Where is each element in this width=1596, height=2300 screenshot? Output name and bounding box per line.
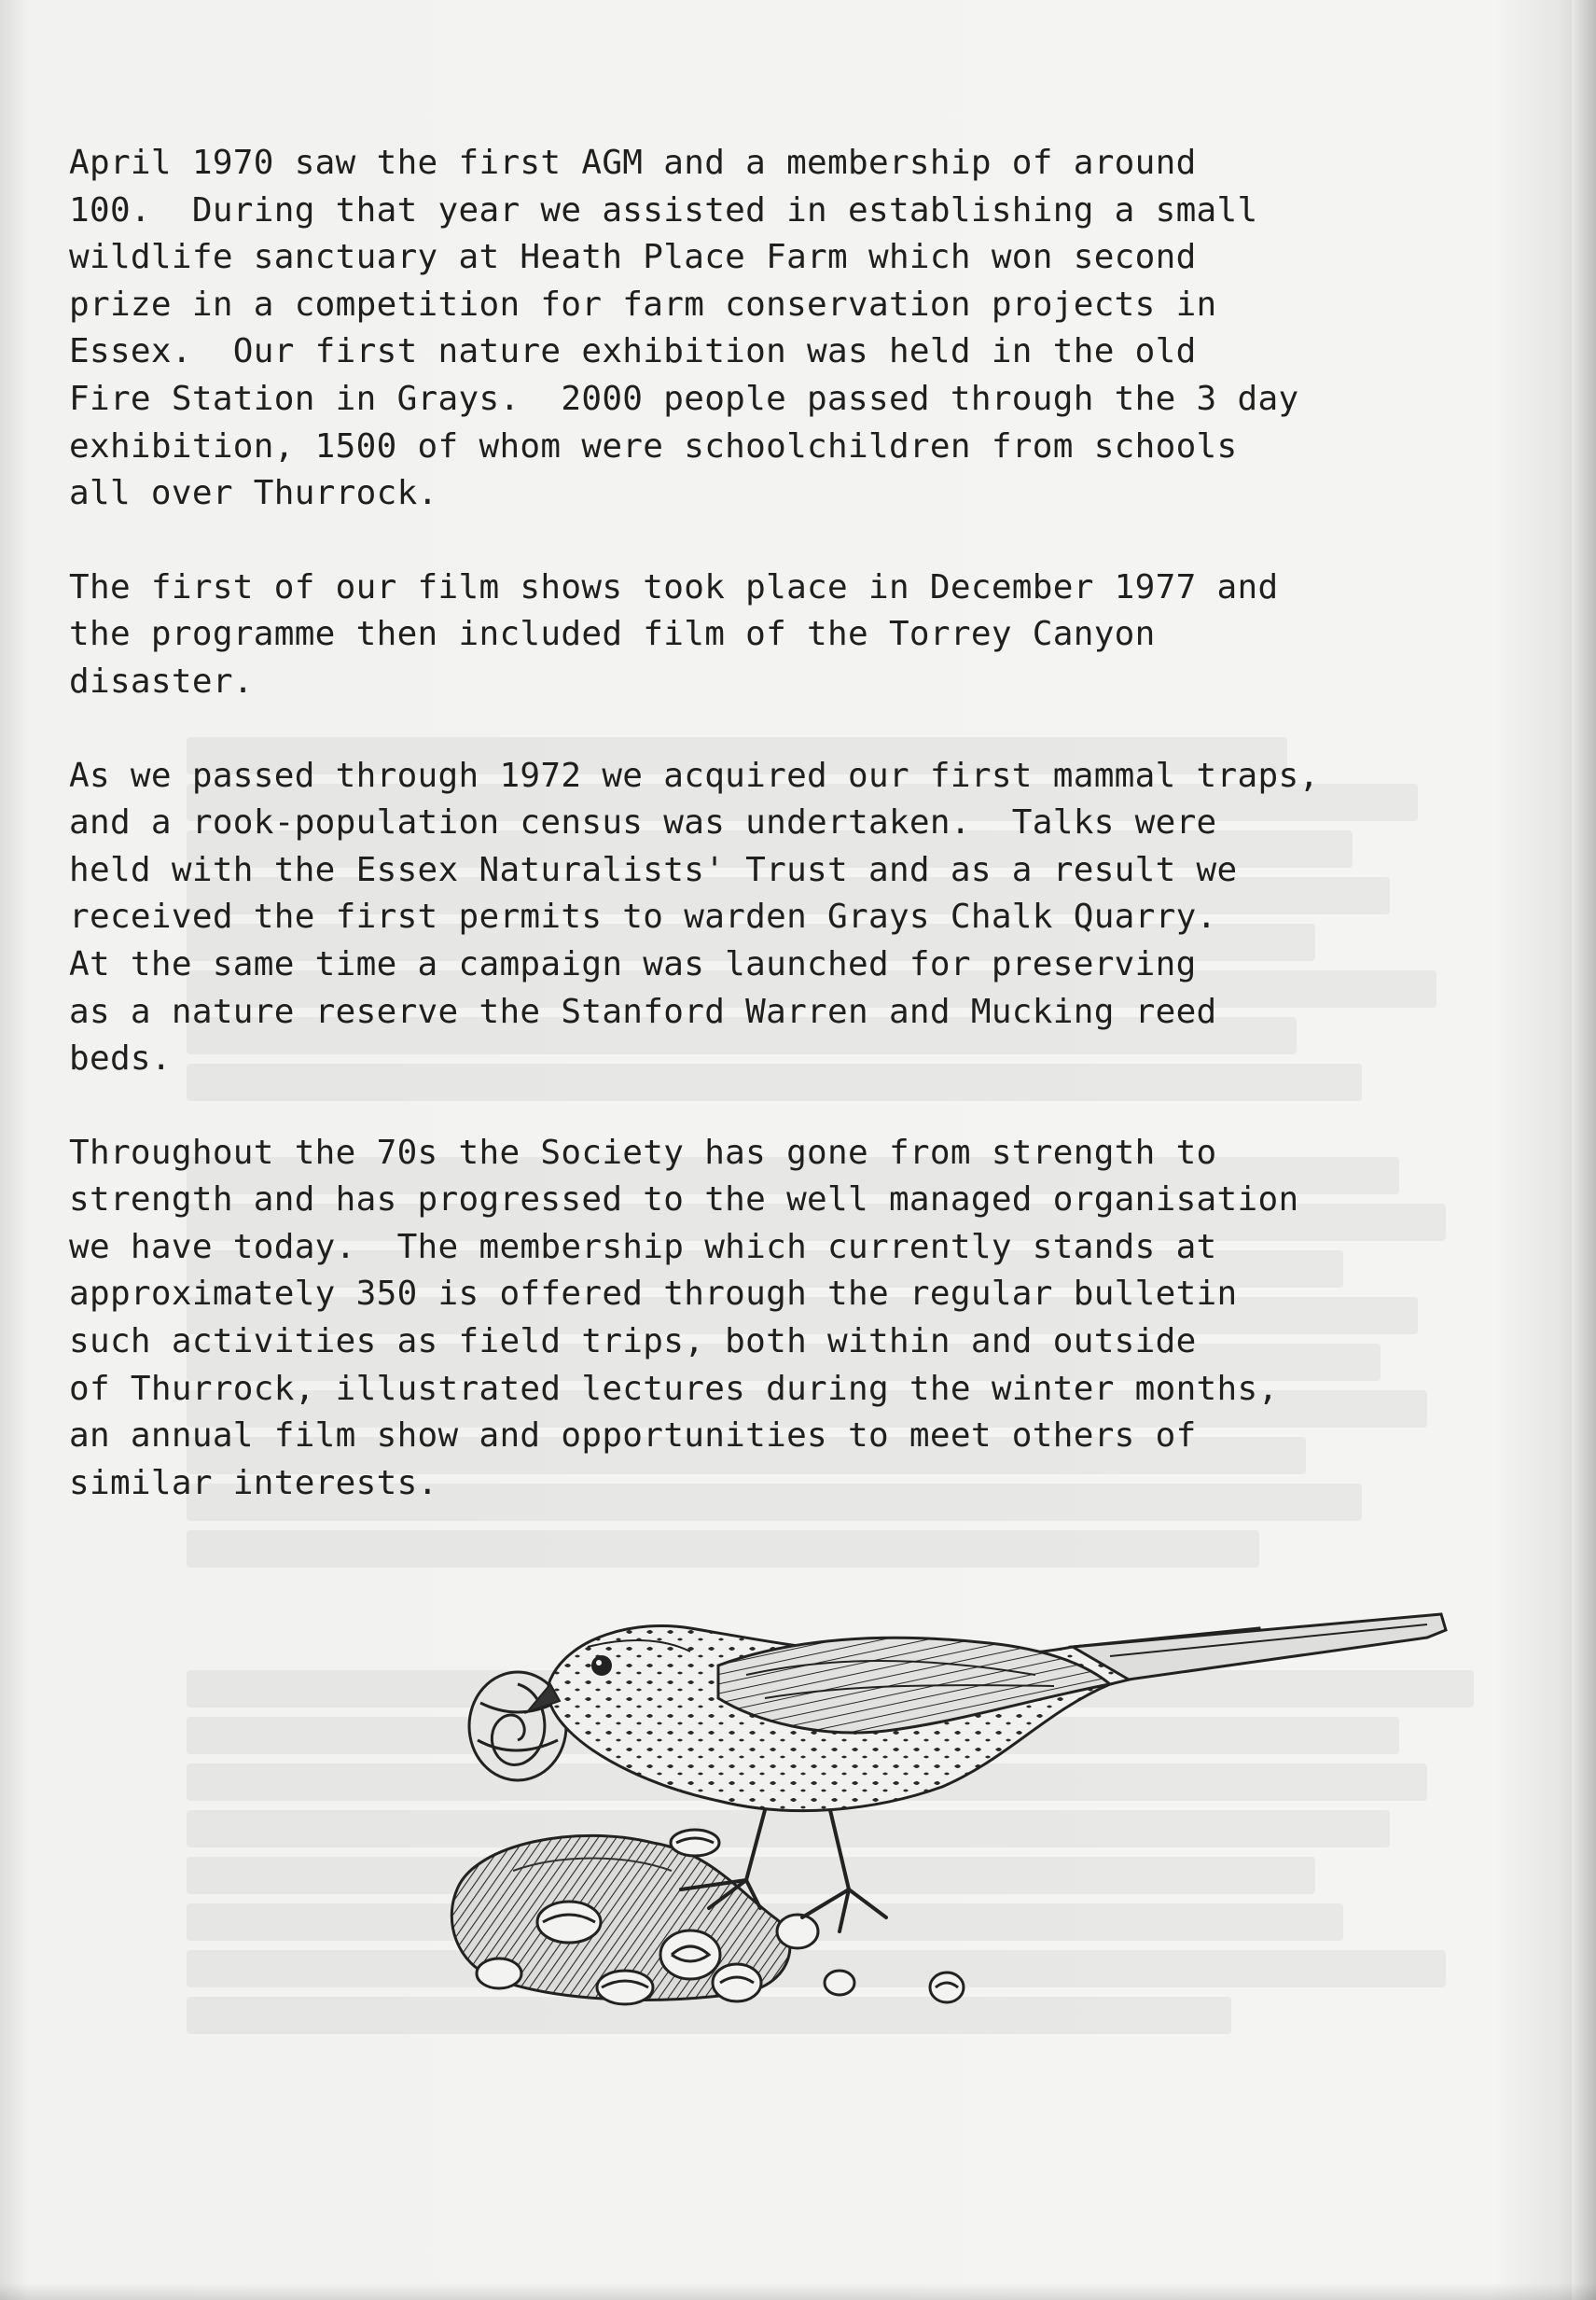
- paragraph-film-shows: The first of our film shows took place in December 1977 and the programme then included film of the Torrey Canyon disaster.: [69, 567, 1279, 701]
- page-edge-shadow: [1572, 0, 1596, 2300]
- thrush-with-snail-shells-icon: [438, 1610, 1502, 2095]
- paragraph-mammal-traps: As we passed through 1972 we acquired our first mammal traps, and a rook-population census was undertaken. Talks were held with the Essex Naturalists' Trust and as a result we received the first permits to warden Grays Chalk Quarry. At the same time a campaign was launched for preserving as a nature reserve the Stanford Warren and Mucking reed beds.: [69, 756, 1320, 1079]
- paragraph-seventies: Throughout the 70s the Society has gone from strength to strength and has progressed to the well managed organisation we have today. The membership which currently stands at approximately 350 is offered through the regular bulletin such activities as field trips, both within and outside of Thurrock, illustrated lectures during the winter months, an annual film show and opportunities to meet others of similar interests.: [69, 1133, 1299, 1502]
- article-body: [69, 140, 1524, 1554]
- page-bottom-shadow: [0, 2283, 1596, 2300]
- paragraph-first-agm: April 1970 saw the first AGM and a membership of around 100. During that year we assisted in establishing a small wildlife sanctuary at Heath Place Farm which won second prize in a competition for farm conservation projects in Essex. Our first nature exhibition was held in the old Fire Station in Grays. 2000 people passed through the 3 day exhibition, 1500 of whom were schoolchildren from schools all over Thurrock.: [69, 144, 1299, 513]
